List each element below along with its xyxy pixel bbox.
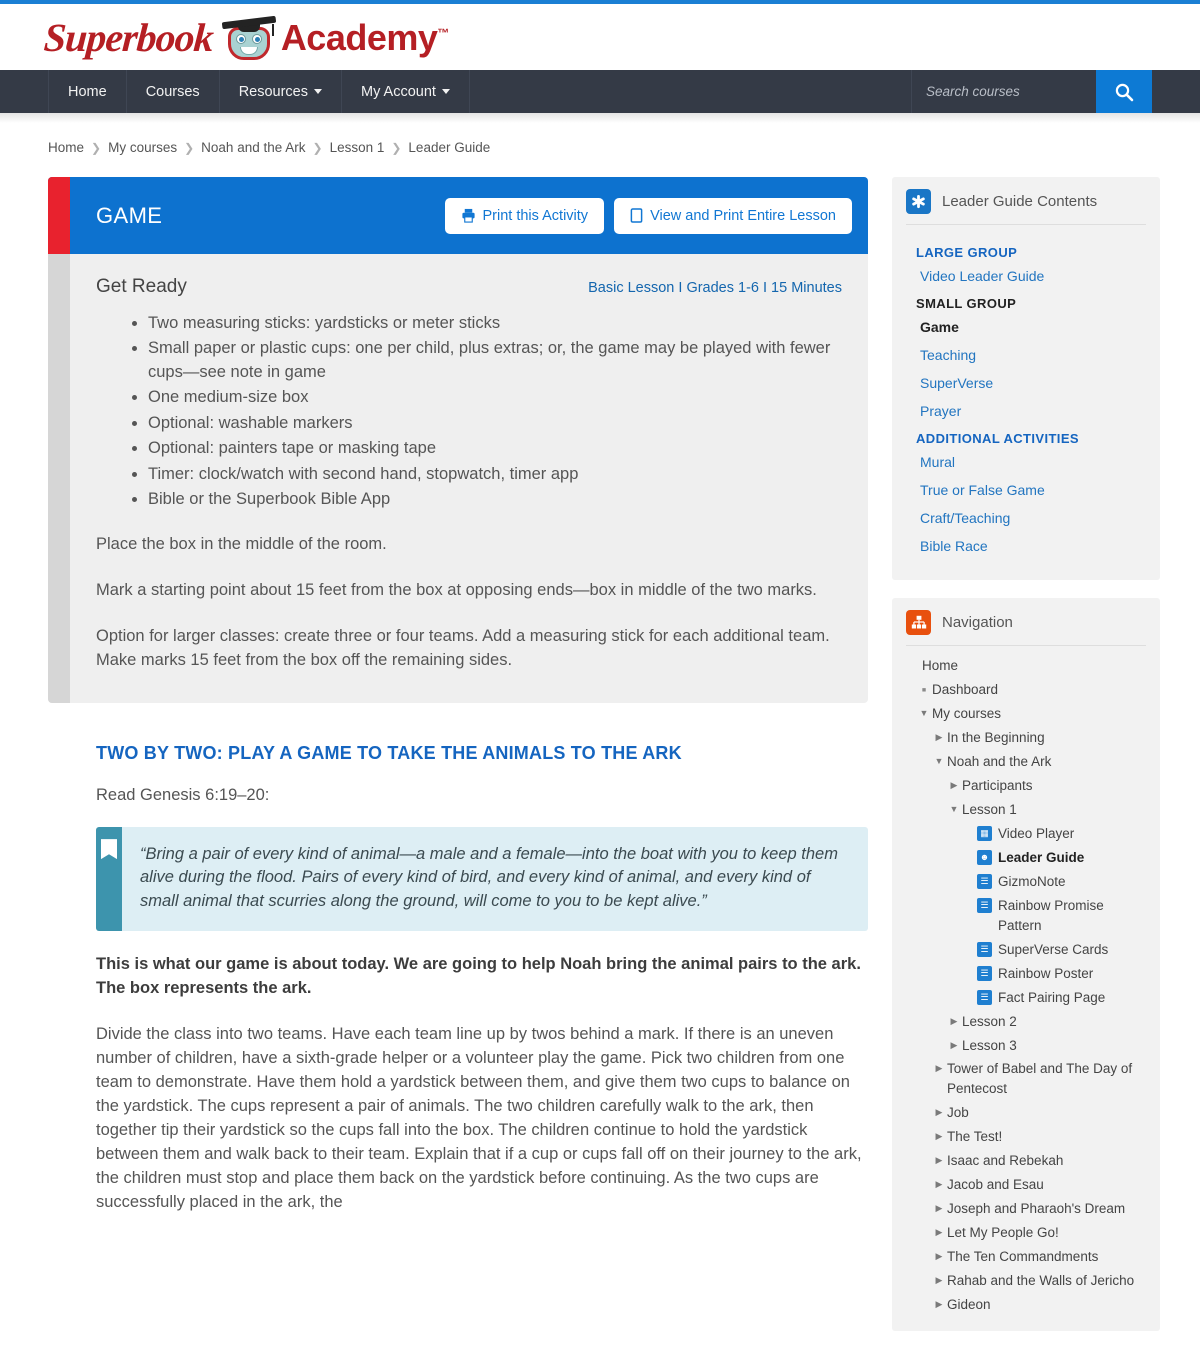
contents-group-heading: LARGE GROUP [916, 245, 1018, 260]
nav-tree-label: Rahab and the Walls of Jericho [947, 1273, 1135, 1289]
nav-tree-item[interactable] [906, 1101, 1146, 1125]
nav-tree-label: The Test! [947, 1129, 1003, 1145]
nav-tree-item[interactable] [906, 962, 1146, 986]
chevron-right-icon[interactable] [931, 1175, 947, 1191]
chevron-down-icon[interactable] [946, 800, 962, 816]
main-content [48, 177, 868, 1215]
print-activity-label: Print this Activity [482, 207, 589, 224]
breadcrumb-item-lesson-1[interactable]: Lesson 1 [329, 140, 385, 155]
activity-body [48, 254, 868, 703]
trademark-symbol: ™ [437, 26, 449, 40]
blockquote-accent-bar [96, 827, 122, 931]
pdf-icon: ☰ [977, 942, 992, 957]
nav-tree-item[interactable] [906, 1149, 1146, 1173]
get-ready-heading: Get Ready [96, 276, 187, 297]
logo-superbook-text: Superbook [42, 15, 215, 60]
nav-tree-item[interactable] [906, 1057, 1146, 1101]
nav-tree-item[interactable] [906, 1125, 1146, 1149]
contents-link-superverse[interactable]: SuperVerse [920, 375, 994, 391]
contents-list [892, 225, 1160, 554]
breadcrumb-separator-icon: ❯ [391, 140, 402, 155]
chevron-right-icon[interactable] [931, 1059, 947, 1075]
tree-spacer [961, 964, 977, 967]
nav-tree-item[interactable] [906, 1173, 1146, 1197]
view-print-lesson-button[interactable] [614, 198, 852, 234]
list-item: • One medium-size box [148, 386, 842, 409]
nav-item-resources[interactable] [220, 70, 342, 113]
tree-spacer [961, 848, 977, 851]
tree-spacer [961, 896, 977, 899]
nav-tree-item[interactable] [906, 986, 1146, 1010]
breadcrumb [48, 140, 1200, 155]
activity-header [48, 177, 868, 254]
activity-paragraph: Place the box in the middle of the room. [96, 535, 387, 554]
chevron-right-icon[interactable] [931, 1103, 947, 1119]
scripture-quote-text: “Bring a pair of every kind of animal—a male and a female—into the boat with you to keep them alive during the flood. Pairs of every kind of bird, and every kind of animal, and every kind of small animal that scurries along the ground, will come to you to be kept alive.” [140, 845, 838, 910]
lesson-intro-paragraph: This is what our game is about today. We are going to help Noah bring the animal pairs to the ark. The box represents the ark. [96, 955, 861, 998]
chevron-down-icon [442, 89, 450, 94]
leader-guide-contents-block [892, 177, 1160, 580]
navbar-shadow [0, 113, 1200, 123]
nav-tree-label: Dashboard [932, 681, 999, 697]
nav-tree-item[interactable] [906, 894, 1146, 938]
bookmark-icon [101, 839, 117, 859]
activity-title: GAME [96, 202, 163, 228]
pdf-icon: ☰ [977, 990, 992, 1005]
nav-label: Home [68, 83, 107, 100]
nav-tree-label: Rainbow Promise Pattern [998, 897, 1104, 933]
nav-label: Courses [145, 83, 200, 100]
nav-tree-label: In the Beginning [947, 729, 1045, 745]
pdf-icon: ☰ [977, 966, 992, 981]
nav-tree-item[interactable] [906, 1221, 1146, 1245]
nav-tree-item[interactable] [906, 654, 1146, 678]
contents-link-mural[interactable]: Mural [920, 454, 956, 470]
contents-link-craft-teaching[interactable]: Craft/Teaching [920, 510, 1011, 526]
nav-tree-label: GizmoNote [998, 873, 1066, 889]
tree-spacer [906, 656, 922, 659]
nav-tree-label: My courses [932, 705, 1002, 721]
print-activity-button[interactable] [445, 198, 605, 234]
list-item: • Bible or the Superbook Bible App [148, 488, 842, 511]
chevron-right-icon[interactable] [931, 1199, 947, 1215]
nav-tree-label: SuperVerse Cards [998, 941, 1109, 957]
logo-band [0, 4, 1200, 70]
chevron-right-icon[interactable] [931, 728, 947, 744]
nav-tree-label: Home [922, 658, 959, 673]
block-header [892, 177, 1160, 224]
nav-tree-item[interactable] [906, 938, 1146, 962]
users-icon: ☻ [977, 850, 992, 865]
scripture-reference: Read Genesis 6:19–20: [96, 786, 270, 805]
printer-icon [461, 208, 476, 223]
lesson-section-title: TWO BY TWO: PLAY A GAME TO TAKE THE ANIMALS TO THE ARK [96, 743, 682, 764]
nav-tree-label: Jacob and Esau [947, 1177, 1044, 1193]
list-item: • Small paper or plastic cups: one per child, plus extras; or, the game may be played with fewer cups—see note in game [148, 337, 842, 384]
search-icon [1114, 82, 1134, 102]
tree-spacer [961, 988, 977, 991]
nav-tree-label: Participants [962, 777, 1033, 793]
chevron-right-icon[interactable] [931, 1295, 947, 1311]
search-button[interactable] [1096, 70, 1152, 113]
nav-tree-item[interactable] [906, 1010, 1146, 1034]
breadcrumb-separator-icon: ❯ [91, 140, 102, 155]
nav-tree-item[interactable] [906, 1245, 1146, 1269]
chevron-right-icon[interactable] [931, 1247, 947, 1263]
view-print-lesson-label: View and Print Entire Lesson [650, 207, 836, 224]
nav-tree-label: The Ten Commandments [947, 1249, 1099, 1265]
site-logo[interactable] [44, 12, 449, 64]
nav-tree-item[interactable] [906, 822, 1146, 846]
nav-tree-label: Noah and the Ark [947, 753, 1052, 769]
contents-link-video-leader-guide[interactable]: Video Leader Guide [920, 268, 1045, 284]
navbar-links [48, 70, 470, 113]
robot-mascot-icon [223, 14, 275, 62]
contents-link-teaching[interactable]: Teaching [920, 347, 977, 363]
nav-tree-item[interactable] [906, 846, 1146, 870]
nav-tree-item[interactable] [906, 798, 1146, 822]
chevron-down-icon [314, 89, 322, 94]
chevron-down-icon[interactable] [931, 752, 947, 768]
chevron-right-icon[interactable] [931, 1271, 947, 1287]
nav-tree-item[interactable] [906, 1034, 1146, 1058]
breadcrumb-item-my-courses[interactable]: My courses [108, 140, 178, 155]
pdf-icon: ☰ [977, 898, 992, 913]
scripture-blockquote [96, 827, 868, 931]
activity-paragraph: Mark a starting point about 15 feet from the box at opposing ends—box in middle of the two marks. [96, 581, 817, 600]
list-item: • Optional: washable markers [148, 412, 842, 435]
nav-tree-label: Let My People Go! [947, 1225, 1059, 1241]
breadcrumb-item-noah-and-the-ark[interactable]: Noah and the Ark [201, 140, 306, 155]
get-ready-row [96, 276, 842, 298]
nav-tree-label: Job [947, 1105, 969, 1121]
activity-actions [445, 198, 853, 234]
nav-item-my-account[interactable] [342, 70, 470, 113]
block-header [892, 598, 1160, 645]
contents-link-true-or-false-game[interactable]: True or False Game [920, 482, 1045, 498]
document-icon [630, 208, 643, 223]
breadcrumb-separator-icon: ❯ [184, 140, 195, 155]
nav-tree-label: Leader Guide [998, 849, 1085, 865]
logo-academy-text: Academy™ [280, 17, 449, 58]
nav-tree-item[interactable] [906, 678, 1146, 702]
bullet-icon[interactable] [916, 680, 932, 696]
navigation-tree [892, 646, 1160, 1317]
lesson-instructions-paragraph: Divide the class into two teams. Have each team line up by twos behind a mark. If there is an uneven number of children, have a sixth-grade helper or a volunteer play the game. Pick two children from one team to demonstrate. Have them hold a yardstick between them, and give them two cups to balance on the yardstick. The cups represent a pair of animals. The two children carefully walk to the ark, then together tip their yardstick so the cups fall into the box. The children continue to hold the yardstick between them and walk back to their team. Explain that if a cup or cups fall off on their journey to the ark, the children must stop and place them back on the yardstick before continuing. As the two cups are successfully placed in the ark, the [96, 1025, 862, 1211]
chevron-right-icon[interactable] [931, 1151, 947, 1167]
nav-tree-label: Lesson 2 [962, 1013, 1017, 1029]
contents-group-heading: SMALL GROUP [916, 296, 1017, 311]
chevron-right-icon[interactable] [931, 1223, 947, 1239]
asterisk-icon [906, 189, 931, 214]
breadcrumb-separator-icon: ❯ [312, 140, 323, 155]
nav-tree-item[interactable] [906, 870, 1146, 894]
nav-tree-label: Lesson 3 [962, 1037, 1017, 1053]
nav-tree-item[interactable] [906, 702, 1146, 726]
main-navbar [0, 70, 1200, 113]
nav-tree-item[interactable] [906, 774, 1146, 798]
navbar-right-pad [1152, 70, 1200, 113]
nav-tree-label: Lesson 1 [962, 801, 1017, 817]
tree-spacer [961, 824, 977, 827]
sitemap-icon [906, 610, 931, 635]
list-item: • Two measuring sticks: yardsticks or meter sticks [148, 312, 842, 335]
contents-link-prayer[interactable]: Prayer [920, 403, 962, 419]
nav-tree-label: Rainbow Poster [998, 965, 1094, 981]
nav-tree-item[interactable] [906, 1197, 1146, 1221]
pdf-icon: ☰ [977, 874, 992, 889]
contents-link-bible-race[interactable]: Bible Race [920, 538, 988, 554]
nav-label: My Account [361, 83, 436, 100]
film-icon: ▦ [977, 826, 992, 841]
nav-item-courses[interactable] [127, 70, 220, 113]
list-item: • Optional: painters tape or masking tape [148, 437, 842, 460]
navbar-search [911, 70, 1200, 113]
breadcrumb-item-home[interactable]: Home [48, 140, 85, 155]
nav-tree-item[interactable] [906, 726, 1146, 750]
chevron-right-icon[interactable] [946, 1012, 962, 1028]
nav-tree-label: Video Player [998, 825, 1075, 841]
lesson-meta: Basic Lesson I Grades 1-6 I 15 Minutes [588, 280, 842, 296]
block-title: Leader Guide Contents [942, 193, 1098, 210]
navigation-block [892, 598, 1160, 1331]
nav-tree-label: Isaac and Rebekah [947, 1153, 1064, 1169]
activity-body-accent-bar [48, 254, 70, 703]
breadcrumb-item-leader-guide[interactable]: Leader Guide [408, 140, 491, 155]
search-input[interactable] [911, 70, 1096, 113]
block-title: Navigation [942, 614, 1013, 631]
activity-accent-bar [48, 177, 70, 254]
contents-group-heading: ADDITIONAL ACTIVITIES [916, 431, 1079, 446]
nav-tree-item[interactable] [906, 1269, 1146, 1293]
nav-tree-label: Gideon [947, 1297, 991, 1313]
nav-item-home[interactable] [48, 70, 127, 113]
page-body [48, 177, 1160, 1349]
nav-tree-item[interactable] [906, 750, 1146, 774]
contents-link-game[interactable]: Game [920, 319, 959, 335]
chevron-right-icon[interactable] [931, 1127, 947, 1143]
nav-tree-label: Fact Pairing Page [998, 989, 1106, 1005]
chevron-down-icon[interactable] [916, 704, 932, 720]
nav-tree-label: Joseph and Pharaoh's Dream [947, 1201, 1126, 1217]
blockquote-body [122, 827, 868, 931]
list-item: • Timer: clock/watch with second hand, stopwatch, timer app [148, 463, 842, 486]
supplies-list [96, 312, 842, 511]
nav-tree-item[interactable] [906, 1293, 1146, 1317]
tree-spacer [961, 940, 977, 943]
nav-tree-label: Tower of Babel and The Day of Pentecost [947, 1061, 1133, 1097]
chevron-right-icon[interactable] [946, 1036, 962, 1052]
nav-label: Resources [238, 83, 308, 100]
sidebar [892, 177, 1160, 1349]
chevron-right-icon[interactable] [946, 776, 962, 792]
tree-spacer [961, 872, 977, 875]
activity-paragraph: Option for larger classes: create three or four teams. Add a measuring stick for each additional team. Make marks 15 feet from the box off the remaining sides. [96, 627, 830, 670]
